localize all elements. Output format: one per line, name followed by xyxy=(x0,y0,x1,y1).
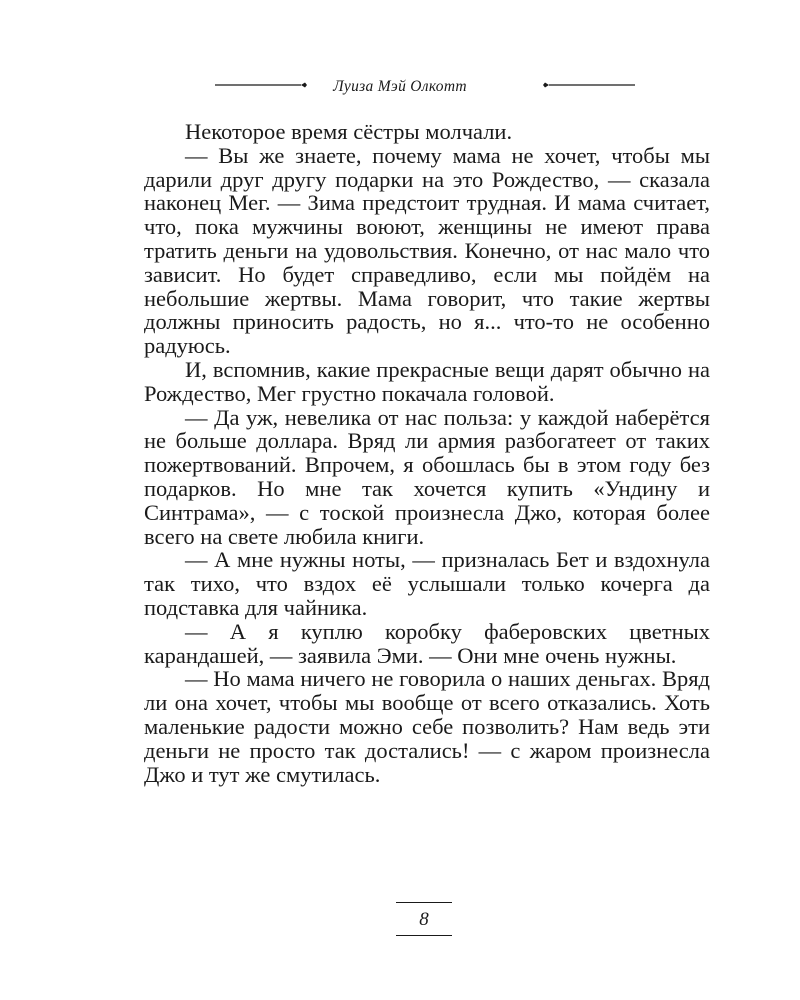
paragraph: — Вы же знаете, почему мама не хочет, чтобы мы дарили друг другу подарки на это Рождество, — сказала наконец Мег. — Зима предстоит трудная. И мама считает, что, пока мужчины воюют, женщины не имеют права тратить деньги на удовольствия. Конечно, от нас мало что зависит. Но будет справедливо, если мы пойдём на небольшие жертвы. Мама говорит, что такие жертвы должны приносить радость, но я... что-то не особенно радуюсь. xyxy=(144,142,710,359)
paragraph: Некоторое время сёстры молчали. xyxy=(185,119,513,144)
right-ornament-icon xyxy=(543,80,635,90)
paragraph: — Но мама ничего не говорила о наших деньгах. Вряд ли она хочет, чтобы мы вообще от всего отказались. Хоть маленькие радости можно себе позволить? Нам ведь эти деньги не просто так достались! — с жаром произнесла Джо и тут же смутилась. xyxy=(144,666,710,787)
page-number: 8 xyxy=(419,909,429,930)
running-head-author: Луиза Мэй Олкотт xyxy=(333,78,467,95)
folio-bottom-rule xyxy=(396,935,452,936)
running-head xyxy=(0,74,800,102)
paragraph: — А я куплю коробку фаберовских цветных карандашей, — заявила Эми. — Они мне очень нужны. xyxy=(144,618,710,668)
paragraph: — А мне нужны ноты, — призналась Бет и вздохнула так тихо, что вздох её услышали только кочерга да подставка для чайника. xyxy=(144,547,710,620)
paragraph: — Да уж, невелика от нас польза: у каждой наберётся не больше доллара. Вряд ли армия разбогатеет от таких пожертвований. Впрочем, я обошлась бы в этом году без подарков. Но мне так хочется купить «Ундину и Синтрама», — с тоской произнесла Джо, которая более всего на свете любила книги. xyxy=(144,404,710,549)
paragraph: И, вспомнив, какие прекрасные вещи дарят обычно на Рождество, Мег грустно покачала головой. xyxy=(144,356,710,406)
body-text xyxy=(144,120,710,786)
folio-top-rule xyxy=(396,902,452,903)
page-folio xyxy=(392,898,456,942)
